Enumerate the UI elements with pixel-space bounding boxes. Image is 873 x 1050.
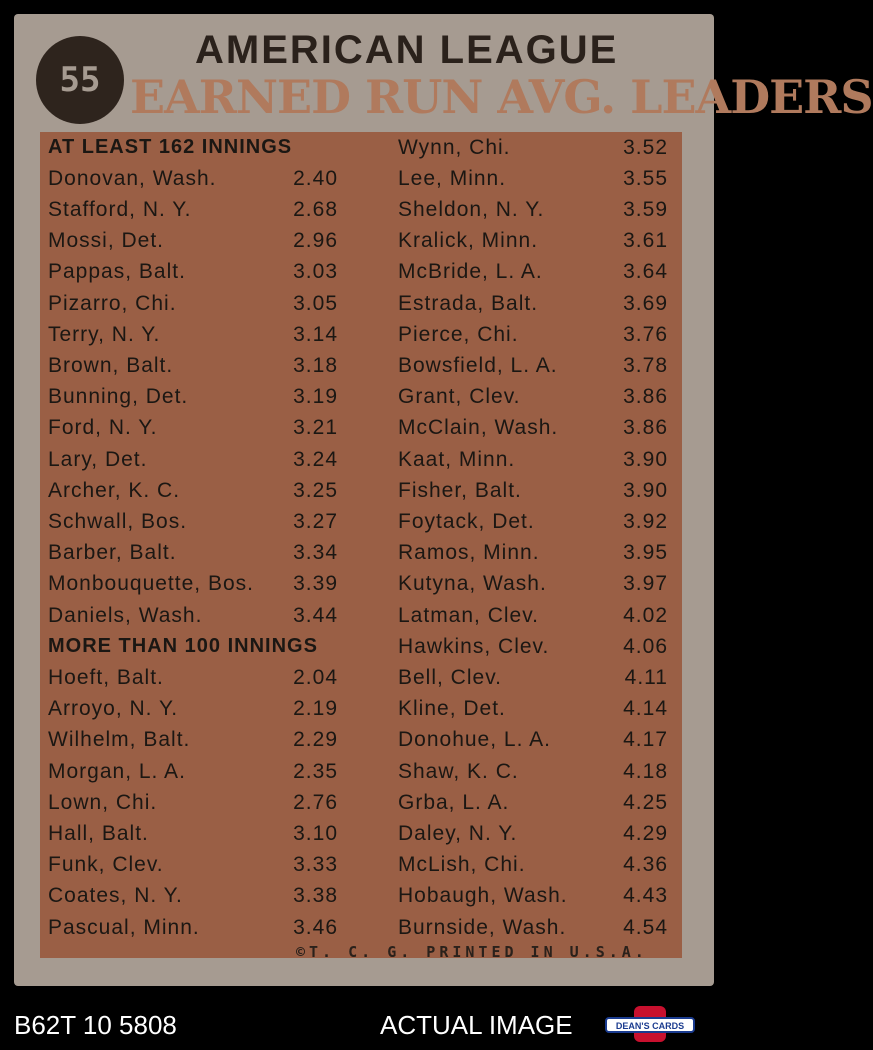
player-name: Funk, Clev. [48, 853, 164, 877]
era-value: 2.40 [293, 166, 338, 190]
footer-card-id: B62T 10 5808 [14, 1010, 177, 1040]
section-heading-label: AT LEAST 162 INNINGS [48, 136, 293, 158]
era-value: 4.54 [623, 915, 668, 939]
player-name: Pappas, Balt. [48, 260, 186, 284]
player-name: Lary, Det. [48, 447, 148, 471]
era-value: 3.90 [623, 447, 668, 471]
player-name: Bowsfield, L. A. [398, 353, 558, 377]
player-row [48, 350, 338, 381]
era-value: 3.69 [623, 291, 668, 315]
player-name: Fisher, Balt. [398, 478, 522, 502]
era-value: 3.61 [623, 229, 668, 253]
player-row [48, 818, 338, 849]
era-value: 3.46 [293, 915, 338, 939]
era-value: 3.44 [293, 603, 338, 627]
player-row [48, 257, 338, 288]
player-row [398, 881, 668, 912]
player-name: Bunning, Det. [48, 385, 189, 409]
era-value: 3.55 [623, 166, 668, 190]
player-name: Donohue, L. A. [398, 728, 551, 752]
player-row [398, 413, 668, 444]
era-value: 3.10 [293, 821, 338, 845]
player-name: Estrada, Balt. [398, 291, 539, 315]
player-name: Wynn, Chi. [398, 135, 511, 159]
player-row [48, 725, 338, 756]
player-row [48, 787, 338, 818]
era-value: 4.25 [623, 790, 668, 814]
player-name: Hawkins, Clev. [398, 634, 550, 658]
era-value: 3.19 [293, 385, 338, 409]
player-name: Sheldon, N. Y. [398, 197, 545, 221]
era-value: 4.14 [623, 697, 668, 721]
player-name: Archer, K. C. [48, 478, 181, 502]
era-value: 2.19 [293, 697, 338, 721]
era-value: 4.06 [623, 634, 668, 658]
era-value: 3.05 [293, 291, 338, 315]
player-name: Kline, Det. [398, 697, 506, 721]
era-value: 3.92 [623, 509, 668, 533]
player-name: Donovan, Wash. [48, 166, 217, 190]
era-value: 3.38 [293, 884, 338, 908]
player-name: Terry, N. Y. [48, 322, 161, 346]
player-row [398, 912, 668, 943]
player-row [48, 444, 338, 475]
player-name: Hoeft, Balt. [48, 665, 164, 689]
era-value: 4.36 [623, 853, 668, 877]
player-row [398, 350, 668, 381]
player-row [398, 694, 668, 725]
player-row [48, 506, 338, 537]
player-name: Coates, N. Y. [48, 884, 183, 908]
player-name: McBride, L. A. [398, 260, 543, 284]
player-name: Kutyna, Wash. [398, 572, 547, 596]
player-name: Monbouquette, Bos. [48, 572, 254, 596]
footer-actual-image: ACTUAL IMAGE [380, 1010, 573, 1040]
player-row [398, 850, 668, 881]
era-value: 3.03 [293, 260, 338, 284]
player-name: Pizarro, Chi. [48, 291, 177, 315]
player-row [48, 319, 338, 350]
era-value: 4.29 [623, 821, 668, 845]
player-name: Kaat, Minn. [398, 447, 516, 471]
era-value: 4.11 [624, 665, 668, 689]
era-value: 4.02 [623, 603, 668, 627]
player-row [48, 475, 338, 506]
player-row [398, 725, 668, 756]
era-value: 2.04 [293, 665, 338, 689]
player-row [398, 756, 668, 787]
player-row [398, 631, 668, 662]
player-name: Bell, Clev. [398, 665, 502, 689]
era-value: 3.39 [293, 572, 338, 596]
era-value: 3.14 [293, 322, 338, 346]
player-row [398, 288, 668, 319]
player-row [398, 319, 668, 350]
era-value: 3.33 [293, 853, 338, 877]
player-row [398, 506, 668, 537]
player-name: Shaw, K. C. [398, 759, 519, 783]
era-value: 3.21 [293, 416, 338, 440]
era-value: 3.25 [293, 478, 338, 502]
player-row [48, 662, 338, 693]
player-name: Latman, Clev. [398, 603, 539, 627]
era-value: 3.34 [293, 541, 338, 565]
player-name: Hobaugh, Wash. [398, 884, 568, 908]
card-number-badge: 55 [36, 36, 124, 124]
player-name: Stafford, N. Y. [48, 197, 192, 221]
player-name: McClain, Wash. [398, 416, 559, 440]
player-row [48, 226, 338, 257]
player-row [398, 444, 668, 475]
era-value: 2.29 [293, 728, 338, 752]
player-row [398, 226, 668, 257]
player-name: McLish, Chi. [398, 853, 526, 877]
era-value: 4.43 [623, 884, 668, 908]
player-name: Mossi, Det. [48, 229, 165, 253]
league-title: AMERICAN LEAGUE [195, 28, 619, 72]
player-name: Brown, Balt. [48, 353, 174, 377]
player-row [48, 288, 338, 319]
deans-cards-logo-icon [604, 1004, 696, 1044]
player-name: Barber, Balt. [48, 541, 177, 565]
player-row [48, 600, 338, 631]
player-row [398, 600, 668, 631]
player-row [48, 538, 338, 569]
stat-title: EARNED RUN AVG. LEADERS [130, 70, 873, 124]
era-value: 2.76 [293, 790, 338, 814]
player-row [398, 475, 668, 506]
player-row [398, 818, 668, 849]
player-row [398, 569, 668, 600]
era-value: 3.90 [623, 478, 668, 502]
era-value: 3.86 [623, 416, 668, 440]
player-name: Pascual, Minn. [48, 915, 200, 939]
era-value: 3.97 [623, 572, 668, 596]
player-name: Ford, N. Y. [48, 416, 158, 440]
player-row [398, 538, 668, 569]
player-name: Burnside, Wash. [398, 915, 567, 939]
era-value: 3.52 [623, 135, 668, 159]
era-value: 2.96 [293, 229, 338, 253]
player-name: Pierce, Chi. [398, 322, 519, 346]
player-name: Foytack, Det. [398, 509, 535, 533]
player-row [48, 850, 338, 881]
player-name: Ramos, Minn. [398, 541, 540, 565]
player-row [48, 382, 338, 413]
player-name: Lown, Chi. [48, 790, 158, 814]
era-value: 3.76 [623, 322, 668, 346]
era-value: 3.95 [623, 541, 668, 565]
era-value: 3.24 [293, 447, 338, 471]
player-row [398, 257, 668, 288]
era-value: 2.68 [293, 197, 338, 221]
era-value: 4.18 [623, 759, 668, 783]
player-name: Hall, Balt. [48, 821, 149, 845]
player-row [48, 569, 338, 600]
player-name: Arroyo, N. Y. [48, 697, 179, 721]
player-row [48, 694, 338, 725]
player-row [398, 163, 668, 194]
player-name: Grant, Clev. [398, 385, 521, 409]
era-value: 3.27 [293, 509, 338, 533]
player-row [398, 662, 668, 693]
era-value: 4.17 [623, 728, 668, 752]
era-value: 3.59 [623, 197, 668, 221]
player-name: Schwall, Bos. [48, 509, 188, 533]
player-row [48, 912, 338, 943]
era-value: 3.18 [293, 353, 338, 377]
player-name: Morgan, L. A. [48, 759, 186, 783]
player-name: Daniels, Wash. [48, 603, 203, 627]
logo-text: DEAN'S CARDS [615, 1021, 685, 1031]
era-value: 2.35 [293, 759, 338, 783]
player-name: Grba, L. A. [398, 790, 510, 814]
player-row [48, 413, 338, 444]
player-row [398, 194, 668, 225]
player-row [48, 881, 338, 912]
era-value: 3.78 [623, 353, 668, 377]
player-name: Daley, N. Y. [398, 821, 518, 845]
copyright-line: ©T. C. G. PRINTED IN U.S.A. [296, 943, 648, 961]
player-name: Lee, Minn. [398, 166, 507, 190]
player-row [398, 787, 668, 818]
player-row [48, 163, 338, 194]
section-heading [48, 132, 338, 163]
section-heading [48, 631, 338, 662]
player-row [398, 382, 668, 413]
player-name: Kralick, Minn. [398, 229, 539, 253]
player-row [48, 194, 338, 225]
era-value: 3.86 [623, 385, 668, 409]
player-name: Wilhelm, Balt. [48, 728, 191, 752]
section-heading-label: MORE THAN 100 INNINGS [48, 635, 318, 658]
player-row [48, 756, 338, 787]
player-row [398, 132, 668, 163]
era-value: 3.64 [623, 260, 668, 284]
